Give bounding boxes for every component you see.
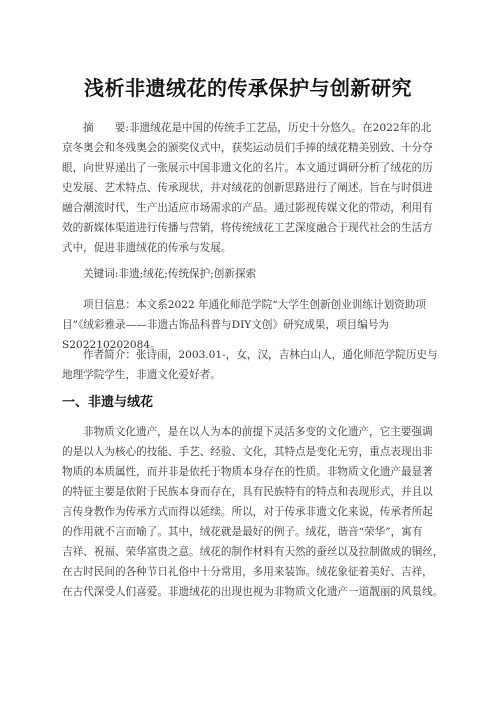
keywords-line: 关键词:非遗;绒花;传统保护;创新探索 xyxy=(83,268,257,280)
body-line: 物质的本质属性，而并非是依托于物质本身存在的性质。非物质文化遗产最显著 xyxy=(62,466,433,478)
abstract-line: 融合潮流时代，生产出适应市场需求的产品。通过影视传媒文化的带动，利用有 xyxy=(62,202,433,214)
abstract-line: 式中，促进非遗绒花的传承与发展。 xyxy=(62,242,232,254)
page-title: 浅析非遗绒花的传承保护与创新研究 xyxy=(84,76,412,100)
body-line: 的是以人为核心的技能、手艺、经验、文化，其特点是变化无穷，重点表现出非 xyxy=(62,446,433,458)
body-line: 非物质文化遗产，是在以人为本的前提下灵活多变的文化遗产，它主要强调 xyxy=(83,426,433,438)
body-line: 的特征主要是依附于民族本身而存在，具有民族特有的特点和表现形式，并且以 xyxy=(62,486,433,498)
project-line: 目”《绒彩雅录——非遗古饰品科普与DIY文创》研究成果，项目编号为 xyxy=(62,319,390,331)
project-line: 项目信息：本文系2022 年通化师范学院“大学生创新创业训练计划资助项 xyxy=(83,299,426,311)
body-line: 吉祥、祝福、荣华富贵之意。绒花的制作材料有天然的蚕丝以及拉制做成的铜丝， xyxy=(62,546,444,558)
abstract-line: 眼，向世界递出了一张展示中国非遗文化的名片。本文通过调研分析了绒花的历 xyxy=(62,162,433,174)
body-line: 言传身教作为传承方式而得以延续。所以，对于传承非遗文化来说，传承者所起 xyxy=(62,506,433,518)
abstract-line: 效的新媒体渠道进行传播与营销，将传统绒花工艺深度融合于现代社会的生活方 xyxy=(62,222,433,234)
abstract-line: 京冬奥会和冬残奥会的颁奖仪式中，获奖运动员们手捧的绒花精美别致、十分夺 xyxy=(62,142,433,154)
section-body xyxy=(62,422,444,602)
abstract-line: 摘 要:非遗绒花是中国的传统手工艺品，历史十分悠久。在2022年的北 xyxy=(83,122,432,134)
body-line: 的作用就不言而喻了。其中，绒花就是最好的例子。绒花，谐音“荣华”，寓有 xyxy=(62,526,423,538)
body-line: 在古时民间的各种节日礼俗中十分常用，多用来装饰。绒花象征着美好、吉祥， xyxy=(62,566,433,578)
project-line: S202210202084。 xyxy=(62,339,161,351)
body-line: 在古代深受人们喜爱。非遗绒花的出现也视为非物质文化遗产一道靓丽的风景线。 xyxy=(62,586,444,598)
author-line: 地理学院学生，非遗文化爱好者。 xyxy=(62,369,221,381)
abstract-line: 史发展、艺术特点、传承现状，并对绒花的创新思路进行了阐述。旨在与时俱进 xyxy=(62,182,433,194)
keywords-paragraph xyxy=(62,264,438,284)
author-info-paragraph xyxy=(62,345,438,385)
author-line: 作者简介：张诗雨，2003.01-，女，汉，吉林白山人，通化师范学院历史与 xyxy=(83,349,438,361)
abstract-paragraph xyxy=(62,118,438,258)
section-heading: 一、非遗与绒花 xyxy=(62,395,154,410)
